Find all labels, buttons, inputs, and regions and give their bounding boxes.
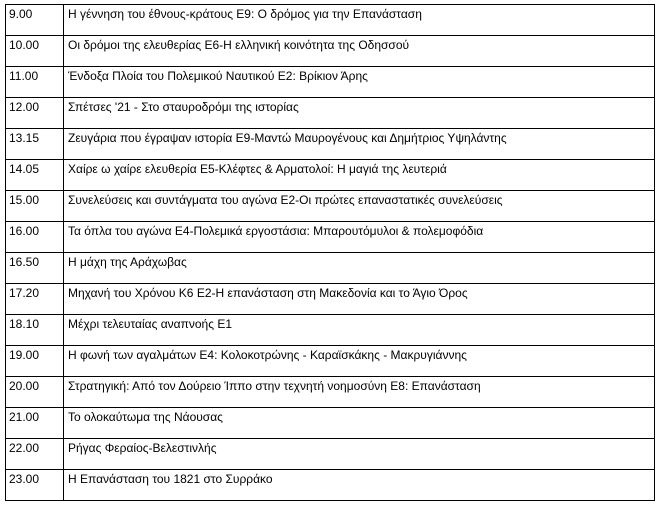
- program-title-cell: [64, 5, 655, 36]
- program-title-cell: [64, 470, 655, 501]
- schedule-table: [5, 4, 655, 501]
- time-text: 23.00: [9, 472, 40, 486]
- program-title-cell: [64, 160, 655, 191]
- program-title: Χαίρε ω χαίρε ελευθερία Ε5-Κλέφτες & Αρματολοί: Η μαγιά της λευτεριά: [68, 162, 447, 176]
- time-text: 11.00: [9, 69, 39, 83]
- time-cell: [6, 346, 64, 377]
- table-row: [6, 253, 655, 284]
- program-title: Ένδοξα Πλοία του Πολεμικού Ναυτικού Ε2: Βρίκιον Άρης: [68, 69, 368, 83]
- time-text: 22.00: [9, 441, 40, 455]
- program-title-cell: [64, 377, 655, 408]
- table-row: [6, 160, 655, 191]
- program-title: Ρήγας Φεραίος-Βελεστινλής: [68, 441, 217, 455]
- table-row: [6, 98, 655, 129]
- time-text: 9.00: [9, 7, 33, 21]
- table-row: [6, 346, 655, 377]
- program-title: Οι δρόμοι της ελευθερίας Ε6-Η ελληνική κοινότητα της Οδησσού: [68, 38, 410, 52]
- program-title-cell: [64, 315, 655, 346]
- table-row: [6, 377, 655, 408]
- time-cell: [6, 98, 64, 129]
- program-title-cell: [64, 439, 655, 470]
- time-text: 18.10: [9, 317, 40, 331]
- program-title: Η φωνή των αγαλμάτων Ε4: Κολοκοτρώνης - Καραϊσκάκης - Μακρυγιάννης: [68, 348, 467, 362]
- time-cell: [6, 284, 64, 315]
- table-row: [6, 408, 655, 439]
- program-title: Η μάχη της Αράχωβας: [68, 255, 187, 269]
- time-cell: [6, 5, 64, 36]
- time-text: 20.00: [9, 379, 40, 393]
- program-title-cell: [64, 346, 655, 377]
- table-row: [6, 315, 655, 346]
- table-row: [6, 439, 655, 470]
- program-title: Μηχανή του Χρόνου Κ6 Ε2-Η επανάσταση στη Μακεδονία και το Άγιο Όρος: [68, 286, 468, 300]
- time-text: 16.50: [9, 255, 40, 269]
- table-row: [6, 129, 655, 160]
- time-cell: [6, 129, 64, 160]
- program-title-cell: [64, 191, 655, 222]
- table-row: [6, 67, 655, 98]
- table-row: [6, 470, 655, 501]
- time-text: 13.15: [9, 131, 40, 145]
- time-text: 15.00: [9, 193, 40, 207]
- time-cell: [6, 191, 64, 222]
- time-cell: [6, 470, 64, 501]
- table-row: [6, 222, 655, 253]
- program-title-cell: [64, 98, 655, 129]
- program-title: Τα όπλα του αγώνα Ε4-Πολεμικά εργοστάσια: Μπαρουτόμυλοι & πολεμοφόδια: [68, 224, 484, 238]
- time-text: 12.00: [9, 100, 40, 114]
- time-cell: [6, 160, 64, 191]
- table-row: [6, 191, 655, 222]
- time-text: 14.05: [9, 162, 40, 176]
- time-cell: [6, 222, 64, 253]
- time-text: 16.00: [9, 224, 40, 238]
- table-row: [6, 36, 655, 67]
- time-text: 21.00: [9, 410, 40, 424]
- program-title: Συνελεύσεις και συντάγματα του αγώνα Ε2-Οι πρώτες επαναστατικές συνελεύσεις: [68, 193, 503, 207]
- time-cell: [6, 439, 64, 470]
- time-cell: [6, 253, 64, 284]
- program-title-cell: [64, 67, 655, 98]
- time-cell: [6, 408, 64, 439]
- program-title: Ζευγάρια που έγραψαν ιστορία Ε9-Μαντώ Μαυρογένους και Δημήτριος Υψηλάντης: [68, 131, 507, 145]
- program-title-cell: [64, 36, 655, 67]
- program-title-cell: [64, 222, 655, 253]
- program-title: Η Επανάσταση του 1821 στο Συρράκο: [68, 472, 273, 486]
- program-title-cell: [64, 284, 655, 315]
- table-row: [6, 284, 655, 315]
- program-title: Μέχρι τελευταίας αναπνοής Ε1: [68, 317, 232, 331]
- time-cell: [6, 315, 64, 346]
- program-title: Το ολοκαύτωμα της Νάουσας: [68, 410, 223, 424]
- program-title: Σπέτσες '21 - Στο σταυροδρόμι της ιστορίας: [68, 100, 299, 114]
- program-title: Η γέννηση του έθνους-κράτους Ε9: Ο δρόμος για την Επανάσταση: [68, 7, 422, 21]
- time-text: 10.00: [9, 38, 40, 52]
- time-text: 17.20: [9, 286, 40, 300]
- time-cell: [6, 67, 64, 98]
- time-cell: [6, 36, 64, 67]
- program-title: Στρατηγική: Από τον Δούρειο Ίππο στην τεχνητή νοημοσύνη Ε8: Επανάσταση: [68, 379, 481, 393]
- time-text: 19.00: [9, 348, 40, 362]
- program-title-cell: [64, 253, 655, 284]
- program-title-cell: [64, 129, 655, 160]
- table-row: [6, 5, 655, 36]
- program-title-cell: [64, 408, 655, 439]
- time-cell: [6, 377, 64, 408]
